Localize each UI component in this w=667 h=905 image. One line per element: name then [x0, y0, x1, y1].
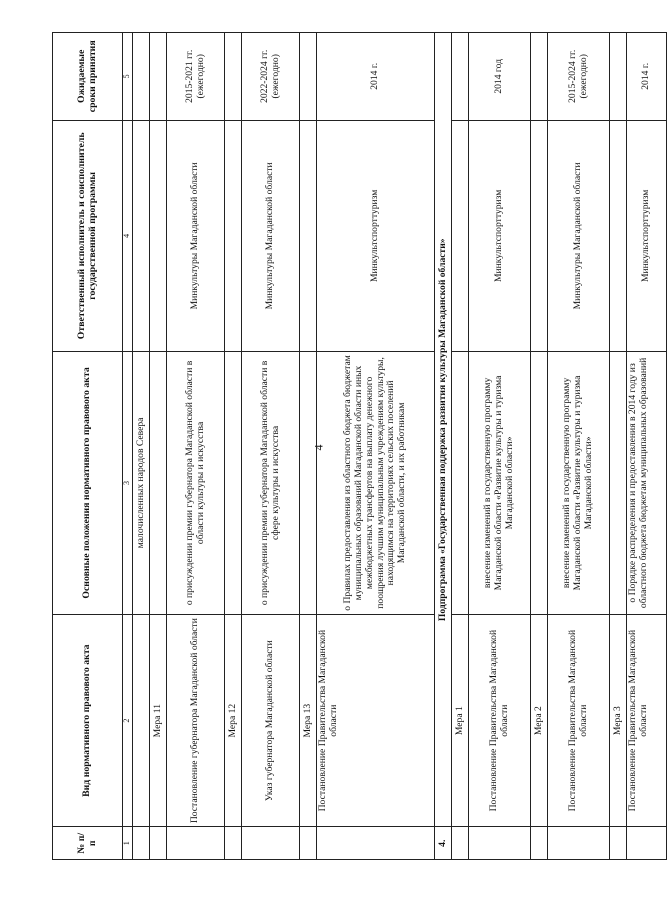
measure-row — [150, 33, 167, 860]
subprogram-number: 4. — [435, 827, 452, 860]
measure-label: Мера 3 — [610, 614, 627, 827]
measure-label: Мера 1 — [452, 614, 469, 827]
act-executor: Минкультуры Магаданской области — [167, 120, 225, 351]
act-term: 2022-2024 гг. (ежегодно) — [242, 33, 300, 121]
act-kind: Указ губернатора Магаданской области — [242, 614, 300, 827]
table-row — [548, 33, 610, 860]
col-number: 1 — [123, 827, 133, 860]
header-desc: Основные положения нормативного правового акта — [53, 352, 123, 615]
measure-row — [300, 33, 317, 860]
header-kind: Вид нормативного правового акта — [53, 614, 123, 827]
act-term: 2014 год — [469, 33, 531, 121]
col-number: 4 — [123, 120, 133, 351]
act-executor: Минкультспорттуризм — [469, 120, 531, 351]
act-term: 2014 г. — [627, 33, 667, 121]
measure-row — [452, 33, 469, 860]
act-kind: Постановление Правительства Магаданской области — [469, 614, 531, 827]
act-term: 2015-2024 гг. (ежегодно) — [548, 33, 610, 121]
page-number: 4 — [311, 444, 326, 451]
act-kind: Постановление Правительства Магаданской области — [548, 614, 610, 827]
act-description: о присуждении премии губернатора Магаданской области в сфере культуры и искусства — [242, 352, 300, 615]
measure-label: Мера 12 — [225, 614, 242, 827]
subprogram-title: Подпрограмма «Государственная поддержка развития культуры Магаданской области» — [435, 33, 452, 827]
subprogram-row — [435, 33, 452, 860]
act-kind: Постановление губернатора Магаданской области — [167, 614, 225, 827]
table-row — [133, 33, 150, 860]
header-exec: Ответственный исполнитель и соисполнитель государственной программы — [53, 120, 123, 351]
act-kind: Постановление Правительства Магаданской области — [627, 614, 667, 827]
header-num: № п/п — [53, 827, 123, 860]
header-row — [53, 33, 123, 860]
col-number: 3 — [123, 352, 133, 615]
measure-label: Мера 2 — [531, 614, 548, 827]
act-executor: Минкультуры Магаданской области — [242, 120, 300, 351]
measure-label: Мера 13 — [300, 614, 317, 827]
act-kind: Постановление Правительства Магаданской области — [317, 614, 435, 827]
table-row — [469, 33, 531, 860]
col-number: 2 — [123, 614, 133, 827]
table-row — [627, 33, 667, 860]
act-term: 2014 г. — [317, 33, 435, 121]
act-executor: Минкультспорттуризм — [317, 120, 435, 351]
act-description: о присуждении премии губернатора Магаданской области в области культуры и искусства — [167, 352, 225, 615]
act-term: 2015-2021 гг. (ежегодно) — [167, 33, 225, 121]
header-term: Ожидаемые сроки принятия — [53, 33, 123, 121]
act-description: о Порядке распределения и предоставления в 2014 году из областного бюджета бюджетам муниципальных образований — [627, 352, 667, 615]
table-row — [167, 33, 225, 860]
act-description: внесение изменений в государственную программу Магаданской области «Развитие культуры и туризма Магаданской области» — [548, 352, 610, 615]
act-description: внесение изменений в государственную программу Магаданской области «Развитие культуры и туризма Магаданской области» — [469, 352, 531, 615]
column-number-row — [123, 33, 133, 860]
rotated-document — [52, 32, 652, 860]
act-description: о Правилах предоставления из областного бюджета бюджетам муниципальных образований Магаданской области иных межбюджетных трансфертов на выплату денежного поощрения лучшим муниципальным учреждениям культуры, находящимся на территориях сельских поселений Магаданской области, и их работникам — [317, 352, 435, 615]
normative-acts-table — [52, 32, 667, 860]
continuation-text: малочисленных народов Севера — [133, 352, 150, 615]
table-row — [242, 33, 300, 860]
measure-row — [225, 33, 242, 860]
measure-row — [610, 33, 627, 860]
table-row — [317, 33, 435, 860]
act-executor: Минкультспорттуризм — [627, 120, 667, 351]
measure-label: Мера 11 — [150, 614, 167, 827]
act-executor: Минкультуры Магаданской области — [548, 120, 610, 351]
col-number: 5 — [123, 33, 133, 121]
measure-row — [531, 33, 548, 860]
